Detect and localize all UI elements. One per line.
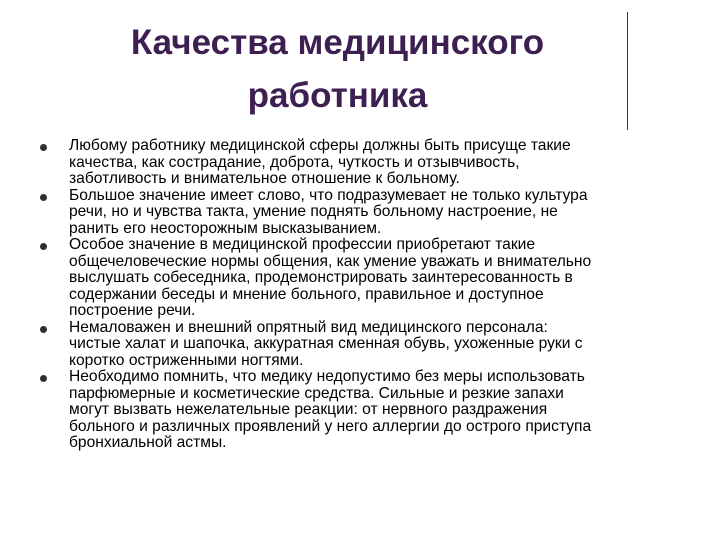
bullet-line: выслушать собеседника, продемонстрировать заинтересованность в — [69, 269, 573, 286]
bullet-line: бронхиальной астмы. — [69, 434, 227, 451]
bullet-line: могут вызвать нежелательные реакции: от нервного раздражения — [69, 401, 548, 418]
bullet-line: построение речи. — [69, 302, 196, 319]
bullet-line: ранить его неосторожным высказыванием. — [69, 219, 382, 237]
title-line-1: Качества медицинского — [130, 23, 545, 62]
bullet-line: содержании беседы и мнение больного, правильное и доступное — [69, 285, 544, 303]
bullet-line: Большое значение имеет слово, что подразумевает не только культура — [69, 186, 588, 204]
bullet-list — [40, 138, 690, 452]
bullet-line: Необходимо помнить, что медику недопустимо без меры использовать — [69, 368, 585, 385]
bullet-line: качества, как сострадание, доброта, чуткость и отзывчивость, — [69, 153, 520, 171]
bullet-dot-icon — [40, 194, 47, 201]
bullet-dot-icon — [40, 144, 47, 151]
bullet-line: больного и различных проявлений у него аллергии до острого приступа — [69, 417, 592, 435]
bullet-line: чистые халат и шапочка, аккуратная сменная обувь, ухоженные руки с — [69, 335, 583, 352]
bullet-item — [40, 237, 690, 320]
bullet-line: Немаловажен и внешний опрятный вид медицинского персонала: — [69, 318, 548, 336]
bullet-item — [40, 138, 690, 188]
title-line-2: работника — [247, 76, 428, 115]
bullet-line: общечеловеческие нормы общения, как умение уважать и внимательно — [69, 252, 592, 270]
bullet-line: Особое значение в медицинской профессии приобретают такие — [69, 236, 536, 253]
bullet-item — [40, 188, 690, 238]
bullet-line: Любому работнику медицинской сферы должны быть присуще такие — [69, 137, 571, 154]
bullet-item — [40, 369, 690, 452]
bullet-dot-icon — [40, 326, 47, 333]
bullet-line: речи, но и чувства такта, умение поднять больному настроение, не — [69, 203, 558, 220]
slide-title — [60, 16, 615, 122]
bullet-line: коротко остриженными ногтями. — [69, 351, 304, 369]
bullet-item — [40, 320, 690, 370]
bullet-dot-icon — [40, 243, 47, 250]
bullet-dot-icon — [40, 375, 47, 382]
bullet-line: парфюмерные и косметические средства. Сильные и резкие запахи — [69, 384, 564, 402]
bullet-line: заботливость и внимательное отношение к больному. — [69, 170, 460, 187]
vertical-divider — [627, 12, 628, 130]
